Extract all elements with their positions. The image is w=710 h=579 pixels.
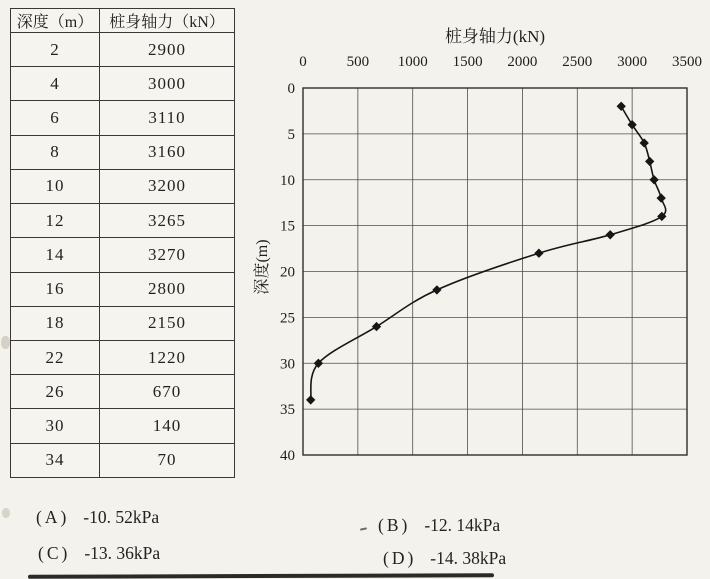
option-a bbox=[36, 507, 159, 528]
table-cell: 18 bbox=[11, 306, 100, 340]
data-point-marker bbox=[657, 193, 666, 202]
y-tick-label: 20 bbox=[280, 264, 295, 281]
option-c-value: -13. 36kPa bbox=[84, 543, 161, 563]
table-row bbox=[11, 306, 235, 340]
x-tick-label: 500 bbox=[346, 54, 370, 70]
y-tick-label: 35 bbox=[280, 402, 295, 419]
table-cell: 70 bbox=[100, 443, 235, 477]
scan-smudge bbox=[1, 336, 10, 349]
data-point-marker bbox=[640, 138, 649, 147]
y-tick-label: 15 bbox=[280, 218, 295, 235]
x-tick-label: 3500 bbox=[672, 54, 702, 70]
option-b bbox=[378, 515, 500, 536]
pile-force-table-body bbox=[11, 33, 235, 478]
data-point-marker bbox=[606, 230, 615, 239]
table-cell: 2150 bbox=[100, 306, 235, 340]
force-column-header: 桩身轴力（kN） bbox=[100, 9, 235, 33]
table-cell: 140 bbox=[100, 409, 235, 443]
table-row bbox=[11, 169, 235, 203]
table-row bbox=[11, 101, 235, 135]
data-point-marker bbox=[534, 249, 543, 258]
table-cell: 14 bbox=[11, 238, 100, 272]
table-row bbox=[11, 204, 235, 238]
table-cell: 3200 bbox=[100, 169, 235, 203]
table-cell: 3265 bbox=[100, 204, 235, 238]
table-cell: 1220 bbox=[100, 340, 235, 374]
option-b-label: (B) bbox=[378, 515, 411, 535]
depth-column-header: 深度（m） bbox=[11, 9, 100, 33]
table-row bbox=[11, 238, 235, 272]
option-d bbox=[383, 548, 506, 569]
table-row bbox=[11, 272, 235, 306]
data-point-marker bbox=[372, 322, 381, 331]
table-cell: 22 bbox=[11, 340, 100, 374]
data-point-marker bbox=[432, 285, 441, 294]
table-row bbox=[11, 409, 235, 443]
x-tick-label: 3000 bbox=[617, 54, 648, 70]
table-header-row bbox=[11, 9, 235, 33]
y-tick-label: 10 bbox=[280, 172, 295, 189]
table-cell: 3000 bbox=[100, 67, 235, 101]
option-c bbox=[38, 543, 160, 564]
data-point-marker bbox=[306, 395, 315, 404]
chart-title: 桩身轴力(kN) bbox=[444, 27, 546, 46]
option-c-label: (C) bbox=[38, 543, 71, 563]
y-tick-label: 5 bbox=[287, 126, 295, 143]
data-point-marker bbox=[627, 120, 636, 129]
y-tick-label: 30 bbox=[280, 356, 295, 373]
table-cell: 4 bbox=[11, 67, 100, 101]
axial-force-depth-chart bbox=[240, 18, 710, 463]
scan-speck bbox=[360, 527, 367, 530]
pile-force-table bbox=[10, 8, 235, 478]
y-tick-label: 0 bbox=[287, 81, 295, 97]
table-cell: 2800 bbox=[100, 272, 235, 306]
table-row bbox=[11, 375, 235, 409]
table-cell: 30 bbox=[11, 409, 100, 443]
option-a-value: -10. 52kPa bbox=[83, 507, 160, 527]
scan-smudge bbox=[2, 508, 10, 518]
option-a-label: (A) bbox=[36, 507, 70, 527]
table-row bbox=[11, 443, 235, 477]
table-cell: 3160 bbox=[100, 135, 235, 169]
option-d-value: -14. 38kPa bbox=[430, 548, 507, 568]
scan-streak bbox=[28, 573, 494, 579]
data-point-marker bbox=[617, 102, 626, 111]
table-cell: 2900 bbox=[100, 33, 235, 67]
table-cell: 2 bbox=[11, 33, 100, 67]
option-b-value: -12. 14kPa bbox=[424, 515, 501, 535]
table-row bbox=[11, 33, 235, 67]
table-cell: 6 bbox=[11, 101, 100, 135]
table-cell: 26 bbox=[11, 375, 100, 409]
table-row bbox=[11, 340, 235, 374]
table-cell: 34 bbox=[11, 443, 100, 477]
x-tick-label: 0 bbox=[299, 54, 307, 70]
table-cell: 12 bbox=[11, 204, 100, 238]
x-tick-label: 1000 bbox=[397, 54, 428, 70]
y-tick-label: 40 bbox=[280, 448, 295, 463]
x-tick-label: 2000 bbox=[507, 54, 538, 70]
axial-force-curve bbox=[311, 106, 666, 400]
data-point-marker bbox=[649, 175, 658, 184]
y-tick-label: 25 bbox=[280, 310, 295, 327]
table-cell: 8 bbox=[11, 135, 100, 169]
table-cell: 3270 bbox=[100, 238, 235, 272]
table-cell: 3110 bbox=[100, 101, 235, 135]
x-tick-label: 1500 bbox=[452, 54, 483, 70]
x-tick-label: 2500 bbox=[562, 54, 593, 70]
data-point-marker bbox=[645, 157, 654, 166]
table-cell: 10 bbox=[11, 169, 100, 203]
y-axis-title: 深度(m) bbox=[254, 239, 271, 295]
table-cell: 670 bbox=[100, 375, 235, 409]
table-row bbox=[11, 135, 235, 169]
table-cell: 16 bbox=[11, 272, 100, 306]
option-d-label: (D) bbox=[383, 548, 417, 568]
table-row bbox=[11, 67, 235, 101]
